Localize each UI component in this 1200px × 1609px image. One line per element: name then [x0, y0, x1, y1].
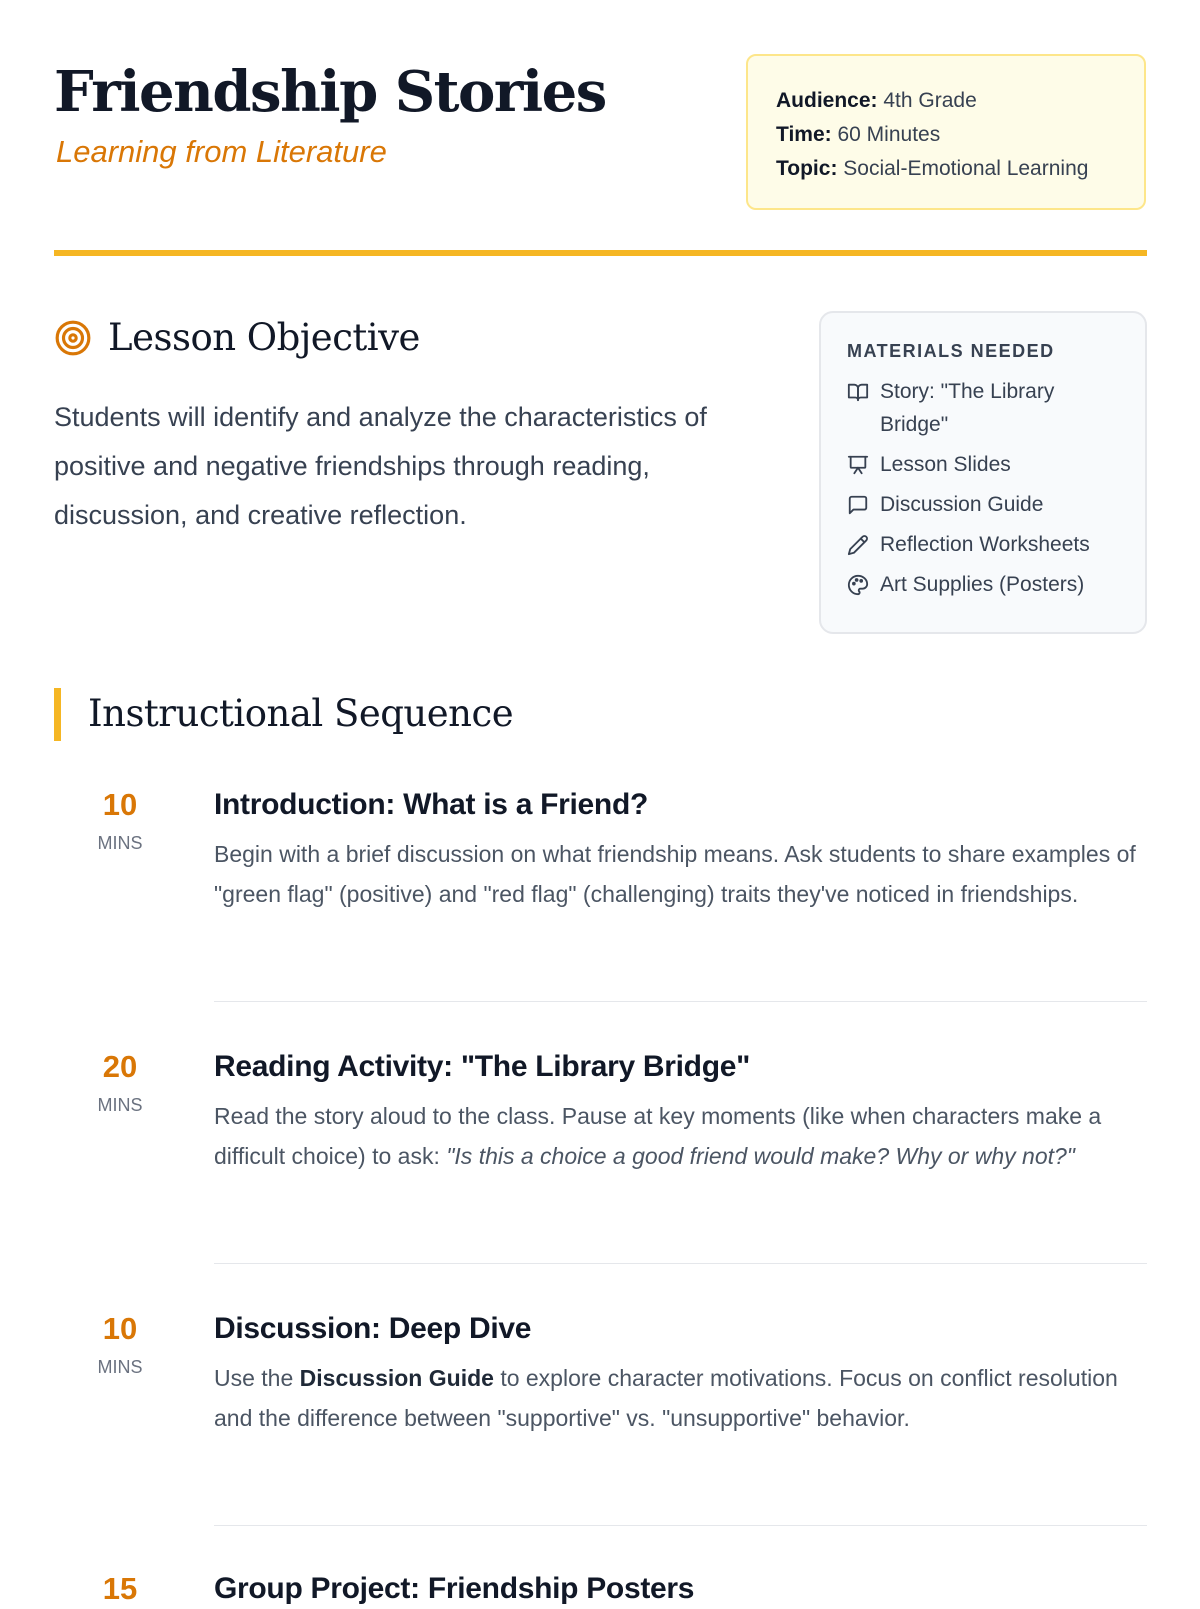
meta-label: Audience: [776, 89, 878, 112]
step-minutes: 20 [102, 1049, 138, 1084]
step-description [214, 1358, 1149, 1438]
step-unit: MINS [97, 833, 143, 853]
material-label: Reflection Worksheets [880, 533, 1090, 556]
meta-topic [776, 152, 1144, 186]
material-item [847, 448, 1145, 481]
step-divider [214, 1525, 1147, 1526]
book-open-icon [847, 381, 869, 403]
material-label: Lesson Slides [880, 453, 1011, 476]
step-quote: "Is this a choice a good friend would make? Why or why not?" [446, 1143, 1075, 1169]
meta-value: 60 Minutes [837, 123, 941, 146]
step-title: Group Project: Friendship Posters [214, 1572, 695, 1605]
material-item [847, 568, 1145, 601]
materials-card [819, 311, 1147, 634]
page-title: Friendship Stories [54, 59, 606, 125]
pencil-icon [847, 534, 869, 556]
palette-icon [847, 574, 869, 596]
step-minutes: 15 [102, 1571, 138, 1606]
section-accent-bar [54, 688, 61, 741]
objective-heading: Lesson Objective [108, 316, 420, 359]
materials-heading: MATERIALS NEEDED [847, 341, 1055, 361]
target-icon [54, 319, 92, 357]
meta-audience [776, 84, 1144, 118]
meta-value: 4th Grade [883, 89, 977, 112]
step-body-bold: Discussion Guide [299, 1365, 494, 1391]
material-label: Discussion Guide [880, 493, 1044, 516]
header-divider [54, 250, 1147, 256]
step-divider [214, 1001, 1147, 1002]
page-subtitle: Learning from Literature [56, 134, 387, 169]
step-title: Discussion: Deep Dive [214, 1312, 532, 1345]
presentation-icon [847, 454, 869, 476]
step-description [214, 1096, 1149, 1176]
lesson-plan-page [54, 0, 1147, 1606]
step-title: Introduction: What is a Friend? [214, 788, 649, 821]
meta-label: Topic: [776, 157, 838, 180]
step-unit: MINS [97, 1357, 143, 1377]
material-item [847, 375, 1145, 441]
materials-list [847, 375, 1145, 601]
material-label: Story: "The Library Bridge" [880, 380, 1055, 436]
step-divider [214, 1263, 1147, 1264]
step-description: Begin with a brief discussion on what friendship means. Ask students to share examples of "green flag" (positive) and "red flag" (challenging) traits they've noticed in friendships. [214, 841, 1136, 907]
step-title: Reading Activity: "The Library Bridge" [214, 1050, 751, 1083]
step-unit: MINS [97, 1095, 143, 1115]
material-item [847, 488, 1145, 521]
objective-text: Students will identify and analyze the characteristics of positive and negative friendships through reading, discussion, and creative reflection. [54, 402, 707, 530]
step-body-pre: Use the [214, 1365, 294, 1391]
meta-time [776, 118, 1144, 152]
step-body-post: to explore character motivations. Focus on conflict resolution and the difference between "supportive" vs. "unsupportive" behavior. [214, 1365, 1118, 1431]
step-minutes: 10 [102, 1311, 138, 1346]
sequence-heading: Instructional Sequence [88, 692, 514, 735]
meta-value: Social-Emotional Learning [843, 157, 1089, 180]
step-body-text: Read the story aloud to the class. Pause at key moments (like when characters make a difficult choice) to ask: [214, 1103, 1102, 1169]
material-item [847, 528, 1145, 561]
lesson-meta-box [746, 54, 1146, 210]
material-label: Art Supplies (Posters) [880, 573, 1085, 596]
step-minutes: 10 [102, 787, 138, 822]
chat-bubble-icon [847, 494, 869, 516]
meta-label: Time: [776, 123, 832, 146]
